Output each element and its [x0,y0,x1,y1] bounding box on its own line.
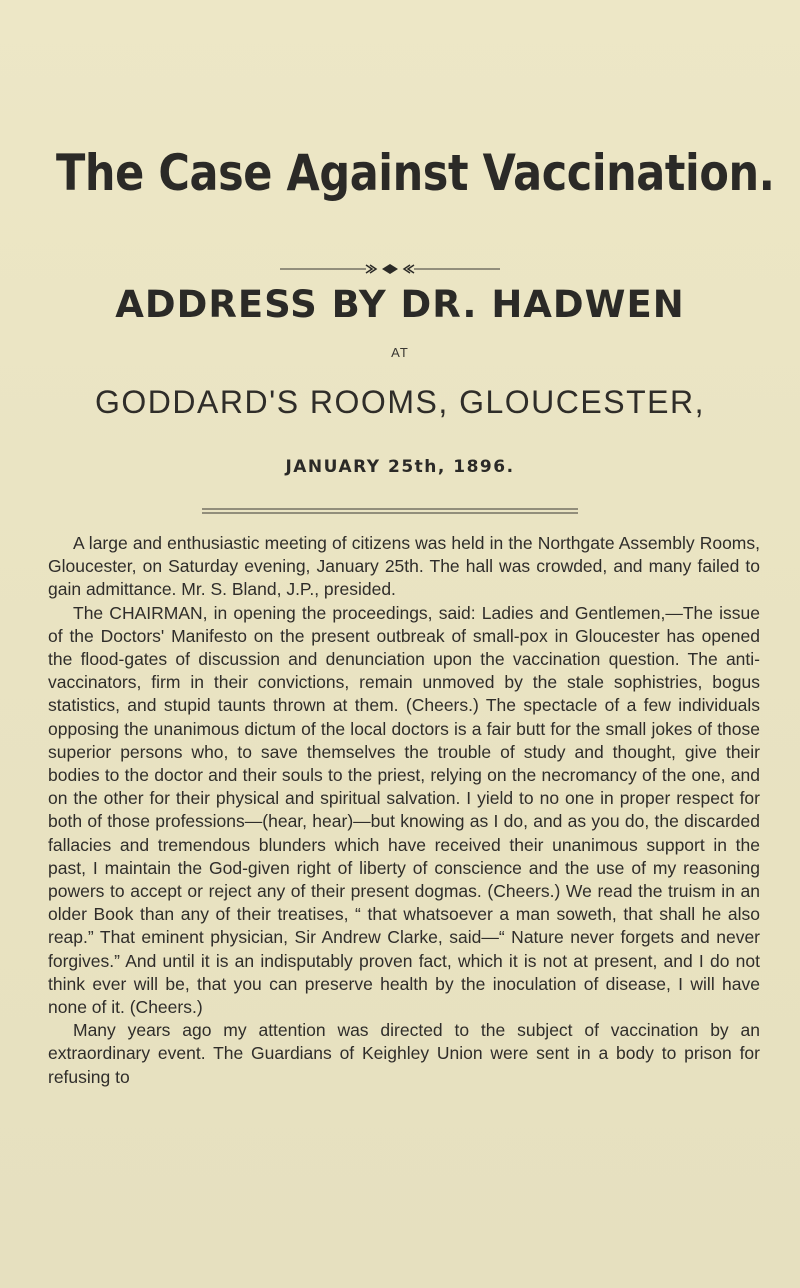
address-heading: ADDRESS BY DR. HADWEN [115,283,685,326]
document-title: The Case Against Vaccination. [56,144,775,202]
double-rule-divider [202,506,578,516]
body-text [48,532,760,1089]
venue-heading: GODDARD'S ROOMS, GLOUCESTER, [95,384,705,420]
date-line: JANUARY 25th, 1896. [285,457,515,477]
paragraph-opening: A large and enthusiastic meeting of citizens was held in the Northgate Assembly Rooms, Gloucester, on Saturday evening, January 25th. The hall was crowded, and many failed to gain admittance. Mr. S. Bland, J.P., presided. [48,533,760,600]
at-label: AT [391,345,409,360]
ornament-divider [280,262,500,276]
paragraph-chairman-speech: The CHAIRMAN, in opening the proceedings, said: Ladies and Gentlemen,—The issue of the Doctors' Manifesto on the present outbreak of small-pox in Gloucester has opened the flood-gates of discussion and denunciation upon the vaccination question. The anti-vaccinators, firm in their convictions, remain unmoved by the stale sophistries, bogus statistics, and stupid taunts thrown at them. (Cheers.) The spectacle of a few individuals opposing the unanimous dictum of the local doctors is a fair butt for the small jokes of those superior persons who, to save themselves the trouble of study and thought, give their bodies to the doctor and their souls to the priest, relying on the necromancy of the one, and on the other for their physical and spiritual salvation. I yield to no one in proper respect for both of those professions—(hear, hear)—but knowing as I do, and as you do, the discarded fallacies and tremendous blunders which have received their unanimous support in the past, I maintain the God-given right of liberty of conscience and the use of my reasoning powers to accept or reject any of their present dogmas. (Cheers.) We read the truism in an older Book than any of their treatises, “ that whatsoever a man soweth, that shall he also reap.” That eminent physician, Sir Andrew Clarke, said—“ Nature never forgets and never forgives.” And until it is an indisputably proven fact, which it is not at present, and I do not think ever will be, that you can preserve health by the inoculation of disease, I will have none of it. (Cheers.) [48,602,760,1018]
paragraph-keighley: Many years ago my attention was directed to the subject of vaccination by an extraordinary event. The Guardians of Keighley Union were sent in a body to prison for refusing to [48,1020,760,1087]
